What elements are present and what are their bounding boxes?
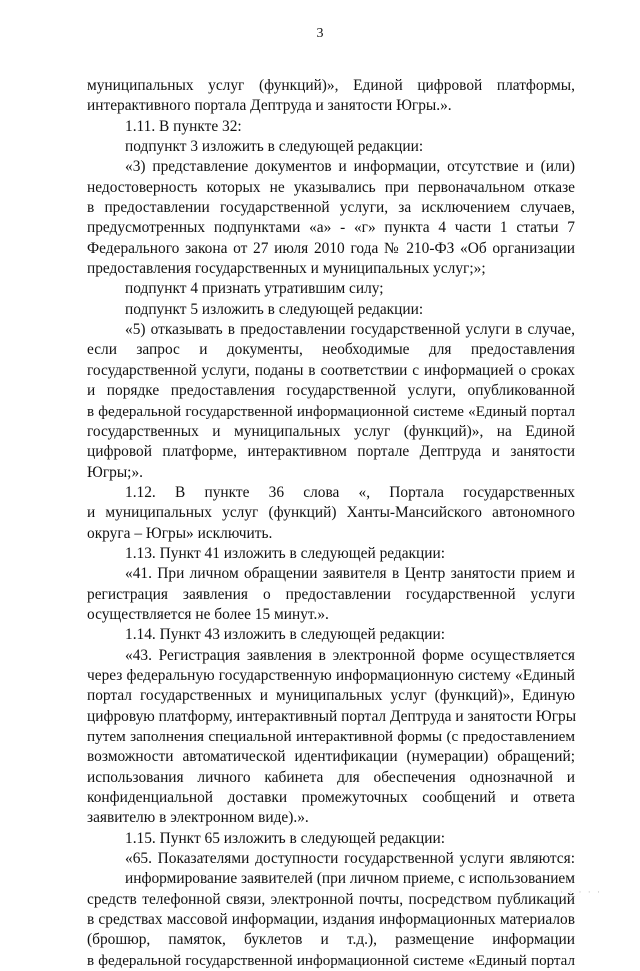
text-line: округа – Югры» исключить. <box>87 524 273 542</box>
document-body <box>87 76 575 971</box>
text-line: конфиденциальной доставки промежуточных сообщений и ответа <box>87 789 575 807</box>
page-number: 3 <box>316 26 324 41</box>
text-line: подпункт 3 изложить в следующей редакции: <box>125 138 424 156</box>
text-line: портал государственных и муниципальных услуг (функций)», Единую <box>87 687 575 705</box>
text-line: 1.11. В пункте 32: <box>125 117 242 135</box>
text-line: государственных и муниципальных услуг (функций)», на Единой <box>87 422 575 440</box>
text-line: путем заполнения специальной интерактивной формы (с предоставлением <box>87 728 575 745</box>
text-line: «3) представление документов и информации, отсутствие и (или) <box>125 158 575 176</box>
text-line: возможности автоматической идентификации (нумерации) обращений; <box>87 748 575 766</box>
text-line: в средствах массовой информации, издания информационных материалов <box>87 911 575 929</box>
text-line: если запрос и документы, необходимые для предоставления <box>87 341 575 359</box>
text-line: информирование заявителей (при личном приеме, с использованием <box>125 870 575 888</box>
text-line: предусмотренных подпунктами «а» - «г» пункта 4 части 1 статьи 7 <box>87 219 575 237</box>
text-line: 1.12. В пункте 36 слова «, Портала государственных <box>125 483 575 501</box>
text-line: в федеральной государственной информационной системе «Единый портал <box>87 403 575 420</box>
text-line: использования личного кабинета для обеспечения однозначной и <box>87 768 575 786</box>
text-line: в федеральной государственной информационной системе «Единый портал <box>87 952 575 969</box>
text-line: муниципальных услуг (функций)», Единой цифровой платформы, <box>87 77 575 94</box>
text-line: заявителю в электронном виде).». <box>87 809 309 827</box>
text-line: «5) отказывать в предоставлении государственной услуги в случае, <box>125 321 575 339</box>
text-line: и муниципальных услуг (функций) Ханты-Мансийского автономного <box>87 504 575 522</box>
text-line: регистрация заявления о предоставлении государственной услуги <box>87 585 575 603</box>
text-line: цифровую платформу, интерактивный портал Дептруда и занятости Югры <box>87 707 577 725</box>
text-line: государственной услуги, поданы в соответствии с информацией о сроках <box>87 361 575 379</box>
text-line: Федерального закона от 27 июля 2010 года № 210-ФЗ «Об организации <box>87 239 575 257</box>
text-line: осуществляется не более 15 минут.». <box>87 605 329 623</box>
text-line: подпункт 4 признать утратившим силу; <box>125 280 384 298</box>
text-line: недостоверность которых не указывались при первоначальном отказе <box>87 178 575 196</box>
text-line: (брошюр, памяток, буклетов и т.д.), размещение информации <box>87 931 575 949</box>
text-line: 1.13. Пункт 41 изложить в следующей редакции: <box>125 544 446 562</box>
text-line: и порядке предоставления государственной услуги, опубликованной <box>87 382 575 400</box>
text-line: цифровой платформе, интерактивном портале Дептруда и занятости <box>87 443 575 461</box>
text-line: «43. Регистрация заявления в электронной форме осуществляется <box>125 646 575 664</box>
text-line: интерактивного портала Дептруда и занятости Югры.». <box>87 97 452 115</box>
text-line: 1.14. Пункт 43 изложить в следующей редакции: <box>125 626 446 644</box>
scan-edge-marks: · · · · · <box>560 887 602 897</box>
text-line: «41. При личном обращении заявителя в Центр занятости прием и <box>125 565 575 583</box>
text-line: подпункт 5 изложить в следующей редакции: <box>125 300 424 318</box>
text-line: средств телефонной связи, электронной почты, посредством публикаций <box>87 890 575 908</box>
text-line: предоставления государственных и муниципальных услуг;»; <box>87 260 486 278</box>
text-line: 1.15. Пункт 65 изложить в следующей редакции: <box>125 829 446 847</box>
text-line: «65. Показателями доступности государственной услуги являются: <box>125 850 575 868</box>
text-line: Югры;». <box>87 463 143 481</box>
text-line: в предоставлении государственной услуги, за исключением случаев, <box>87 199 575 217</box>
text-line: через федеральную государственную информационную систему «Единый <box>87 666 575 684</box>
